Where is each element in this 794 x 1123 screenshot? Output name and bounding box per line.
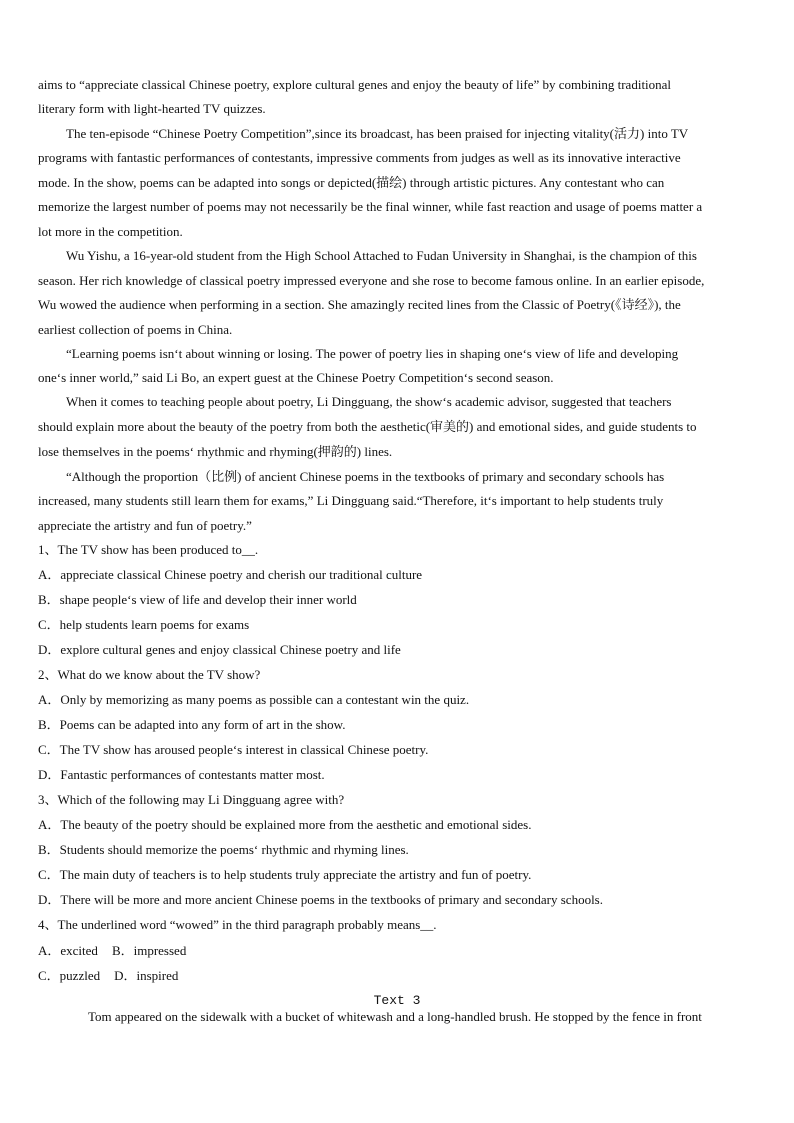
passage-line: one‘s inner world,” said Li Bo, an expert guest at the Chinese Poetry Competition‘s second season. [38,370,554,385]
answer-option[interactable]: B．Students should memorize the poems‘ rhythmic and rhyming lines. [38,842,409,857]
answer-option[interactable]: A．The beauty of the poetry should be explained more from the aesthetic and emotional sides. [38,817,532,832]
passage-line: appreciate the artistry and fun of poetry.” [38,518,252,533]
question-stem: 3、Which of the following may Li Dingguang agree with? [38,792,345,807]
answer-option[interactable]: A．appreciate classical Chinese poetry and cherish our traditional culture [38,567,423,582]
section-title: Text 3 [373,993,421,1008]
passage-line: Wu Yishu, a 16-year-old student from the High School Attached to Fudan University in Shanghai, is the champion of this [66,248,697,263]
question-stem: 1、The TV show has been produced to__. [38,542,259,557]
answer-option-row [38,943,186,959]
answer-option[interactable]: D．There will be more and more ancient Chinese poems in the textbooks of primary and secondary schools. [38,892,603,907]
answer-option[interactable]: C．puzzled [38,968,101,983]
passage-line: Wu wowed the audience when performing in a section. She amazingly recited lines from the Classic of Poetry(《诗经》), the [38,297,681,312]
answer-option[interactable]: D．explore cultural genes and enjoy classical Chinese poetry and life [38,642,401,657]
passage-line: Tom appeared on the sidewalk with a bucket of whitewash and a long-handled brush. He stopped by the fence in front [88,1009,702,1024]
passage-line: lot more in the competition. [38,224,183,239]
passage-line: The ten-episode “Chinese Poetry Competition”,since its broadcast, has been praised for injecting vitality(活力) into TV [66,126,689,141]
passage-line: should explain more about the beauty of the poetry from both the aesthetic(审美的) and emotional sides, and guide students to [38,419,697,434]
answer-option[interactable]: D．inspired [114,968,179,983]
passage-line: programs with fantastic performances of contestants, impressive comments from judges as well as its innovative interactive [38,150,681,165]
passage-line: earliest collection of poems in China. [38,322,233,337]
passage-line: aims to “appreciate classical Chinese poetry, explore cultural genes and enjoy the beauty of life” by combining traditional [38,77,672,92]
answer-option[interactable]: A．Only by memorizing as many poems as possible can a contestant win the quiz. [38,692,470,707]
passage-line: memorize the largest number of poems may not necessarily be the final winner, while fast reaction and usage of poems matter a [38,199,703,214]
question-stem: 2、What do we know about the TV show? [38,667,261,682]
answer-option[interactable]: B．Poems can be adapted into any form of art in the show. [38,717,346,732]
passage-line: increased, many students still learn them for exams,” Li Dingguang said.“Therefore, it‘s important to help students truly [38,493,664,508]
answer-option[interactable]: D．Fantastic performances of contestants matter most. [38,767,325,782]
passage-line: “Although the proportion（比例) of ancient Chinese poems in the textbooks of primary and secondary schools has [66,469,665,484]
passage-line: When it comes to teaching people about poetry, Li Dingguang, the show‘s academic advisor, suggested that teachers [66,394,672,409]
passage-line: literary form with light-hearted TV quizzes. [38,101,266,116]
answer-option[interactable]: B．impressed [111,943,187,958]
passage-line: season. Her rich knowledge of classical poetry impressed everyone and she rose to become famous online. In an earlier episode, [38,273,705,288]
answer-option[interactable]: C．help students learn poems for exams [38,617,250,632]
question-stem: 4、The underlined word “wowed” in the third paragraph probably means__. [38,917,437,932]
answer-option[interactable]: C．The TV show has aroused people‘s interest in classical Chinese poetry. [38,742,429,757]
passage-line: lose themselves in the poems‘ rhythmic and rhyming(押韵的) lines. [38,444,393,459]
passage-line: mode. In the show, poems can be adapted into songs or depicted(描绘) through artistic pictures. Any contestant who can [38,175,665,190]
answer-option-row [38,968,178,984]
answer-option[interactable]: C．The main duty of teachers is to help students truly appreciate the artistry and fun of poetry. [38,867,532,882]
answer-option[interactable]: B．shape people‘s view of life and develop their inner world [38,592,357,607]
answer-option[interactable]: A．excited [38,943,98,958]
passage-line: “Learning poems isn‘t about winning or losing. The power of poetry lies in shaping one‘s view of life and developing [66,346,679,361]
